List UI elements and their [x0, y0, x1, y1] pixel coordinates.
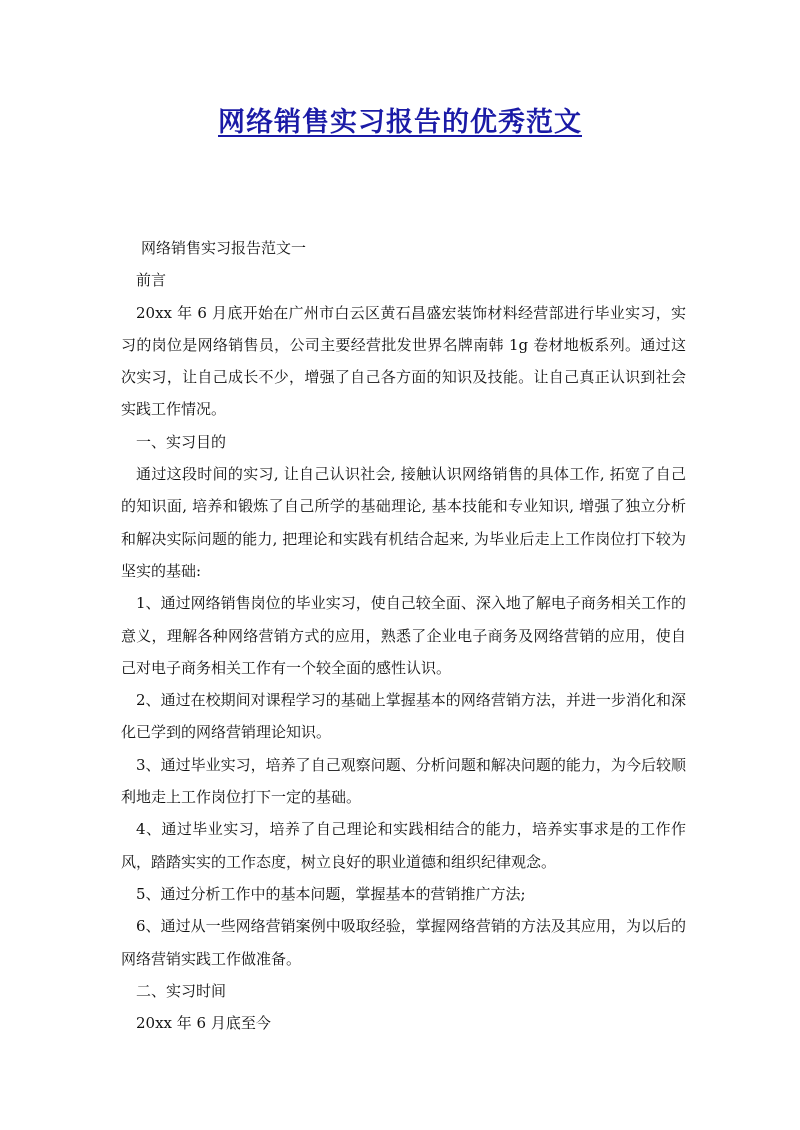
preface-heading: 前言 [136, 271, 167, 290]
subtitle: 网络销售实习报告范文一 [141, 239, 307, 257]
section-heading-purpose: 一、实习目的 [136, 432, 227, 451]
purpose-item-3: 3、通过毕业实习，培养了自己观察问题、分析问题和解决问题的能力，为今后较顺利地走上工作岗位打下一定的基础。 [121, 755, 686, 807]
purpose-item-6: 6、通过从一些网络营销案例中吸取经验，掌握网络营销的方法及其应用，为以后的网络营销实践工作做准备。 [121, 917, 686, 968]
preface-paragraph: 20xx 年 6 月底开始在广州市白云区黄石昌盛宏装饰材料经营部进行毕业实习，实习的岗位是网络销售员，公司主要经营批发世界名牌南韩 1g 卷材地板系列。通过这次实习，让自己成长不少，增强了自己各方面的知识及技能。让自己真正认识到社会实践工作情况。 [121, 303, 686, 419]
time-paragraph: 20xx 年 6 月底至今 [136, 1014, 271, 1033]
section-heading-time: 二、实习时间 [136, 981, 227, 1000]
document-body [121, 232, 686, 1039]
purpose-intro-paragraph: 通过这段时间的实习, 让自己认识社会, 接触认识网络销售的具体工作, 拓宽了自己的知识面, 培养和锻炼了自己所学的基础理论, 基本技能和专业知识, 增强了独立分析和解决实际问题的能力, 把理论和实践有机结合起来, 为毕业后走上工作岗位打下较为坚实的基础: [121, 465, 686, 580]
purpose-item-2: 2、通过在校期间对课程学习的基础上掌握基本的网络营销方法，并进一步消化和深化已学到的网络营销理论知识。 [121, 691, 686, 742]
document-title[interactable]: 网络销售实习报告的优秀范文 [218, 107, 582, 138]
purpose-item-4: 4、通过毕业实习，培养了自己理论和实践相结合的能力，培养实事求是的工作作风，踏踏实实的工作态度，树立良好的职业道德和组织纪律观念。 [121, 820, 686, 871]
purpose-item-5: 5、通过分析工作中的基本问题，掌握基本的营销推广方法; [136, 884, 526, 903]
purpose-item-1: 1、通过网络销售岗位的毕业实习，使自己较全面、深入地了解电子商务相关工作的意义，理解各种网络营销方式的应用，熟悉了企业电子商务及网络营销的应用，使自己对电子商务相关工作有一个较全面的感性认识。 [121, 594, 686, 677]
